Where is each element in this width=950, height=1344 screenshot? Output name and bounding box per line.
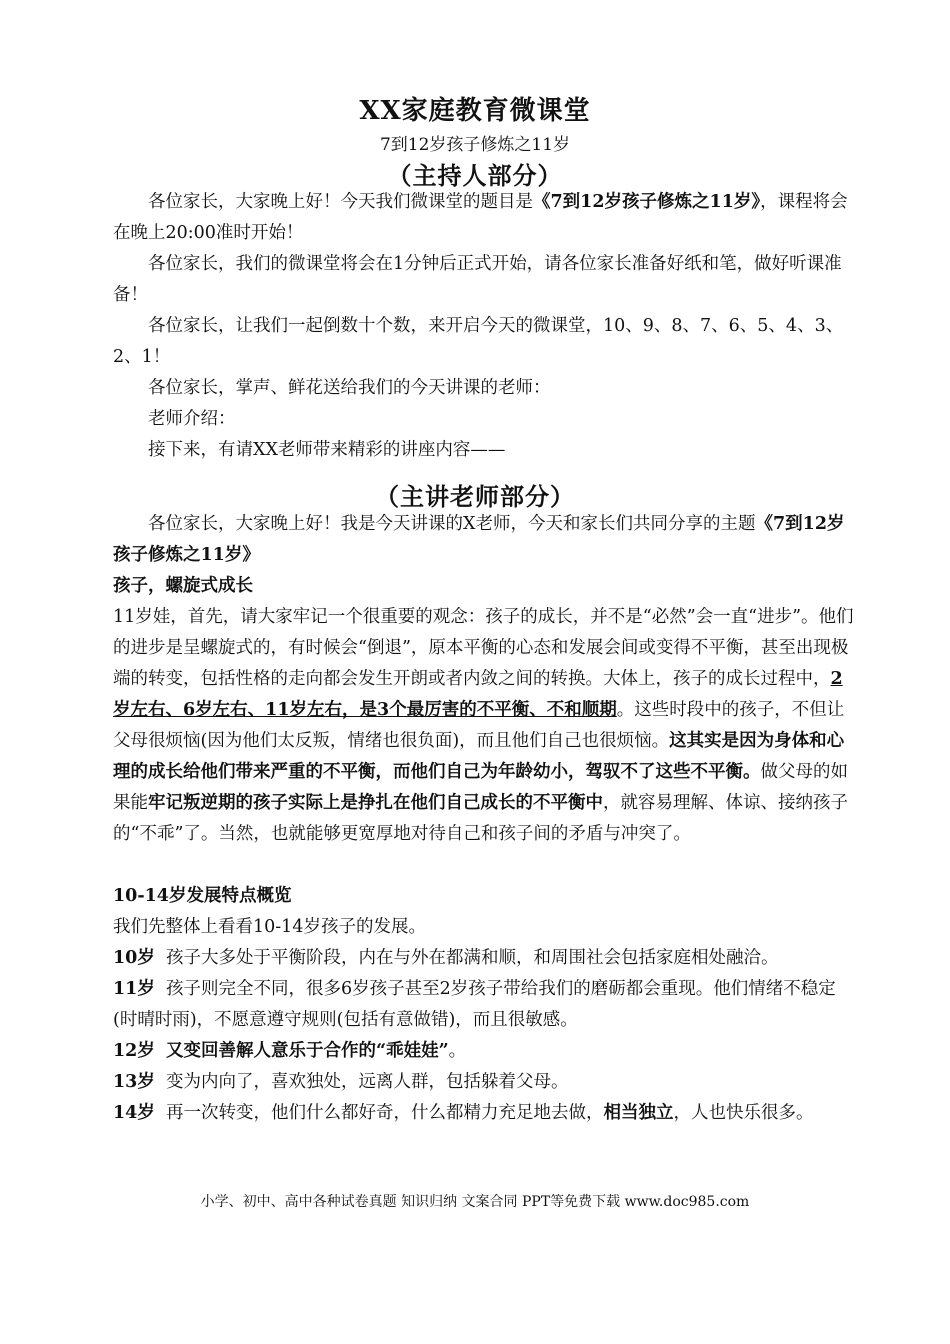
teacher-paragraph-1: 各位家长，大家晚上好！我是今天讲课的X老师，今天和家长们共同分享的主题《7到12岁孩子修炼之11岁》 xyxy=(113,514,845,565)
host-paragraph-2: 各位家长，我们的微课堂将会在1分钟后正式开始，请各位家长准备好纸和笔，做好听课准备！ xyxy=(113,254,842,305)
age-item-14: 14岁 再一次转变，他们什么都好奇，什么都精力充足地去做，相当独立，人也快乐很多。 xyxy=(113,1103,814,1123)
age-item-11: 11岁 孩子则完全不同，很多6岁孩子甚至2岁孩子带给我们的磨砺都会重现。他们情绪不稳定(时晴时雨)，不愿意遵守规则(包括有意做错)，而且很敏感。 xyxy=(113,979,836,1030)
host-paragraph-1: 各位家长，大家晚上好！今天我们微课堂的题目是《7到12岁孩子修炼之11岁》，课程将会在晚上20:00准时开始！ xyxy=(113,192,848,243)
host-paragraph-4: 各位家长，掌声、鲜花送给我们的今天讲课的老师： xyxy=(148,378,551,398)
page-footer: 小学、初中、高中各种试卷真题 知识归纳 文案合同 PPT等免费下载 www.doc985.com xyxy=(200,1194,750,1210)
host-section-body xyxy=(113,187,858,466)
development-overview-intro: 我们先整体上看看10-14岁孩子的发展。 xyxy=(113,917,426,937)
document-subtitle: 7到12岁孩子修炼之11岁 xyxy=(379,135,571,155)
host-paragraph-6: 接下来，有请XX老师带来精彩的讲座内容—— xyxy=(148,440,506,460)
host-paragraph-3: 各位家长，让我们一起倒数十个数，来开启今天的微课堂，10、9、8、7、6、5、4、3、2、1！ xyxy=(113,316,844,367)
age-item-13: 13岁 变为内向了，喜欢独处，远离人群，包括躲着父母。 xyxy=(113,1072,569,1092)
age-item-12: 12岁 又变回善解人意乐于合作的“乖娃娃”。 xyxy=(113,1041,467,1061)
age-item-10: 10岁 孩子大多处于平衡阶段，内在与外在都满和顺，和周围社会包括家庭相处融洽。 xyxy=(113,948,779,968)
development-overview-heading: 10-14岁发展特点概览 xyxy=(113,886,292,906)
document-title: XX家庭教育微课堂 xyxy=(359,96,591,126)
spiral-growth-paragraph: 11岁娃，首先，请大家牢记一个很重要的观念：孩子的成长，并不是“必然”会一直“进步”。他们的进步是呈螺旋式的，有时候会“倒退”，原本平衡的心态和发展会间或变得不平衡，甚至出现极端的转变，包括性格的走向都会发生开朗或者内敛之间的转换。大体上，孩子的成长过程中，2岁左右、6岁左右、11岁左右，是3个最厉害的不平衡、不和顺期。这些时段中的孩子，不但让父母很烦恼(因为他们太反叛，情绪也很负面)，而且他们自己也很烦恼。这其实是因为身体和心理的成长给他们带来严重的不平衡，而他们自己为年龄幼小，驾驭不了这些不平衡。做父母的如果能牢记叛逆期的孩子实际上是挣扎在他们自己成长的不平衡中，就容易理解、体谅、接纳孩子的“不乖”了。当然，也就能够更宽厚地对待自己和孩子间的矛盾与冲突了。 xyxy=(113,607,854,844)
spiral-growth-heading: 孩子，螺旋式成长 xyxy=(113,576,253,596)
host-section-heading: （主持人部分） xyxy=(387,161,563,190)
teacher-section-body xyxy=(113,509,858,1129)
host-paragraph-5: 老师介绍： xyxy=(148,409,236,429)
teacher-section-heading: （主讲老师部分） xyxy=(375,482,575,511)
